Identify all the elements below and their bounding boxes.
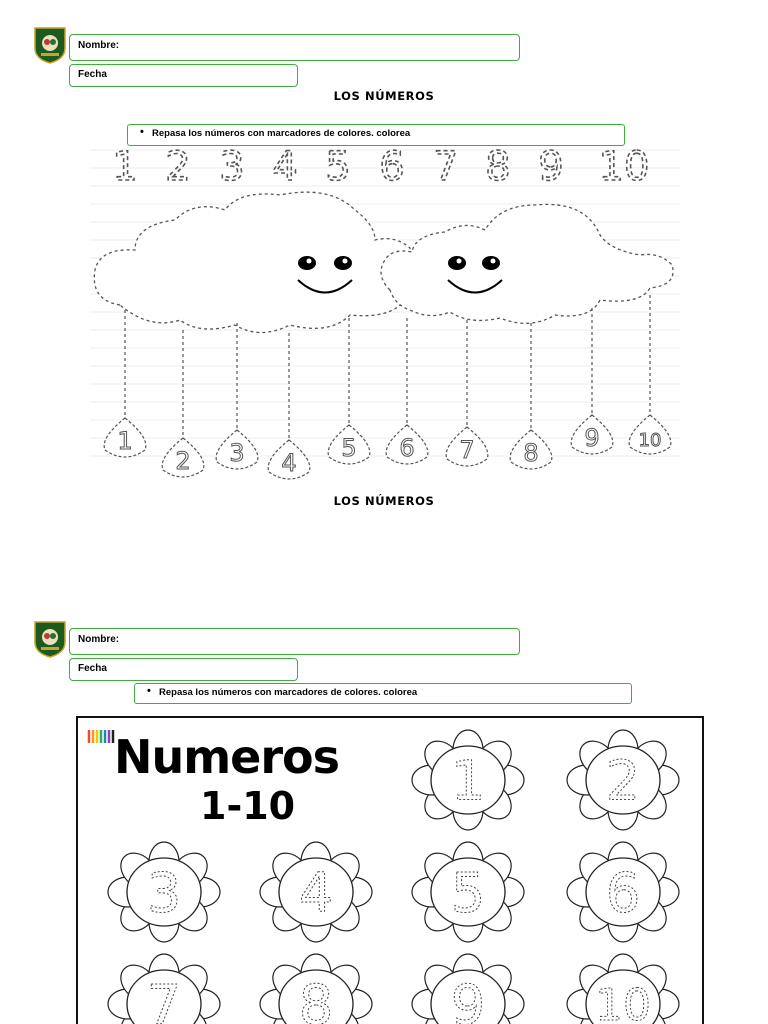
drop-number-8: 8 [523, 439, 539, 467]
drop-number-1: 1 [117, 427, 133, 455]
flower-number-2: 2 [605, 749, 641, 813]
fecha-field[interactable] [69, 64, 298, 87]
nombre-field[interactable] [69, 34, 520, 61]
fecha-field-2[interactable] [69, 658, 298, 681]
worksheet-title: Numeros [114, 730, 340, 784]
flower-7 [108, 954, 220, 1024]
drop-number-5: 5 [341, 434, 357, 462]
drop-number-9: 9 [584, 424, 600, 452]
nombre-label: Nombre: [78, 40, 120, 51]
trace-number-8: 8 [485, 144, 511, 190]
trace-number-10: 10 [598, 144, 650, 190]
flower-8 [260, 954, 372, 1024]
flower-number-4: 4 [298, 861, 334, 925]
trace-number-7: 7 [433, 144, 459, 190]
flower-number-5: 5 [450, 861, 486, 925]
flower-number-10: 10 [595, 979, 651, 1024]
flower-2 [567, 730, 679, 830]
drop-number-2: 2 [175, 447, 191, 475]
left-cloud [94, 192, 410, 332]
footer-title: LOS NÚMEROS [333, 494, 435, 508]
flower-9 [412, 954, 524, 1024]
trace-number-1: 1 [112, 144, 138, 190]
drop-number-6: 6 [399, 434, 415, 462]
flowers-worksheet [76, 716, 704, 1024]
instruction-text-2: Repasa los números con marcadores de colores. colorea [159, 687, 418, 698]
drop-number-3: 3 [229, 439, 245, 467]
drop-number-7: 7 [459, 436, 475, 464]
flower-number-6: 6 [605, 861, 641, 925]
nombre-field-2[interactable] [69, 628, 520, 655]
flower-3 [108, 842, 220, 942]
flower-number-8: 8 [298, 973, 334, 1024]
flower-6 [567, 842, 679, 942]
fecha-label: Fecha [78, 69, 107, 80]
trace-number-4: 4 [272, 144, 298, 190]
flower-number-7: 7 [146, 973, 182, 1024]
trace-number-6: 6 [379, 144, 405, 190]
drop-number-10: 10 [638, 430, 662, 451]
instruction-box-2 [134, 683, 632, 704]
trace-number-9: 9 [538, 144, 564, 190]
instruction-text: Repasa los números con marcadores de colores. colorea [152, 128, 411, 139]
flower-number-3: 3 [146, 861, 182, 925]
worksheet-subtitle: 1-10 [200, 784, 296, 828]
trace-number-3: 3 [219, 144, 245, 190]
flower-number-1: 1 [450, 749, 486, 813]
page-title: LOS NÚMEROS [333, 89, 435, 103]
school-logo [33, 26, 67, 64]
flower-number-9: 9 [450, 973, 486, 1024]
flower-1 [412, 730, 524, 830]
clouds-worksheet [0, 140, 768, 490]
flower-10 [567, 954, 679, 1024]
nombre-label-2: Nombre: [78, 634, 120, 645]
drop-number-4: 4 [281, 449, 297, 477]
fecha-label-2: Fecha [78, 663, 107, 674]
flower-4 [260, 842, 372, 942]
trace-number-5: 5 [325, 144, 351, 190]
trace-number-2: 2 [165, 144, 191, 190]
school-logo-2 [33, 620, 67, 658]
flower-5 [412, 842, 524, 942]
